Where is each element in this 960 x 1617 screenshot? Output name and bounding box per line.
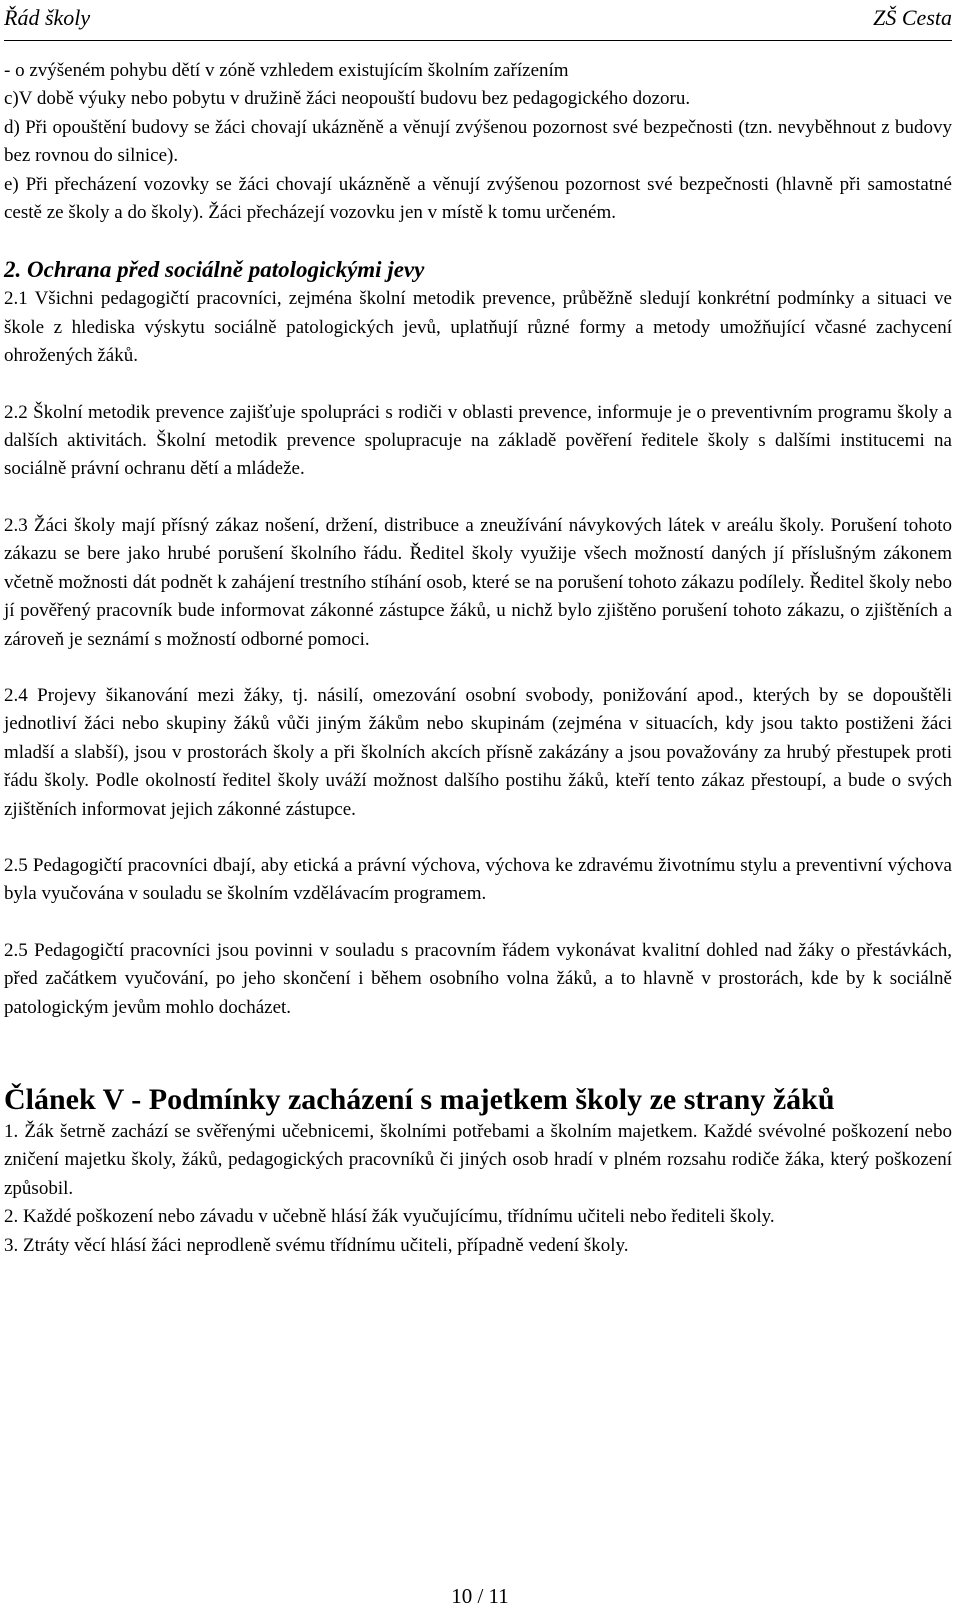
page-number: 10 / 11 [451, 1584, 509, 1608]
paragraph-2-1: 2.1 Všichni pedagogičtí pracovníci, zejména školní metodik prevence, průběžně sledují konkrétní podmínky a situaci ve škole z hlediska výskytu sociálně patologických jevů, uplatňují různé formy a metody umožňující včasné zachycení ohrožených žáků. [4, 288, 952, 367]
paragraph-article-1: 1. Žák šetrně zachází se svěřenými učebnicemi, školními potřebami a školním majetkem. Každé svévolné poškození nebo zničení majetku školy, žáků, pedagogických pracovníků či jiných osob hradí v plném rozsahu rodiče žáka, který poškození způsobil. [4, 1120, 952, 1199]
paragraph-zone-movement: - o zvýšeném pohybu dětí v zóně vzhledem existujícím školním zařízením [4, 60, 569, 81]
page-header [4, 0, 952, 36]
paragraph-2-2: 2.2 Školní metodik prevence zajišťuje spolupráci s rodiči v oblasti prevence, informuje je o preventivním programu školy a dalších aktivitách. Školní metodik prevence spolupracuje na základě pověření ředitele školy s dalšími institucemi na sociálně právní ochranu dětí a mládeže. [4, 401, 952, 480]
paragraph-e: e) Při přecházení vozovky se žáci chovají ukázněně a věnují zvýšenou pozornost své bezpečnosti (hlavně při samostatné cestě ze školy a do školy). Žáci přecházejí vozovku jen v místě k tomu určeném. [4, 173, 952, 224]
document-body [4, 57, 952, 1260]
header-divider [4, 40, 952, 41]
header-school-name: ZŠ Cesta [873, 5, 952, 30]
article-title-v: Článek V - Podmínky zacházení s majetkem školy ze strany žáků [4, 1082, 835, 1116]
paragraph-2-3: 2.3 Žáci školy mají přísný zákaz nošení, držení, distribuce a zneužívání návykových látek v areálu školy. Porušení tohoto zákazu se bere jako hrubé porušení školního řádu. Ředitel školy využije všech možností daných jí příslušným zákonem včetně možnosti dát podnět k zahájení trestního stíhání osob, které se na porušení tohoto zákazu podílely. Ředitel školy nebo jí pověřený pracovník bude informovat zákonné zástupce žáků, u nichž bylo zjištěno porušení tohoto zákazu, o zjištěních a zároveň je seznámí s možností odborné pomoci. [4, 514, 952, 650]
paragraph-article-2: 2. Každé poškození nebo závadu v učebně hlásí žák vyučujícímu, třídnímu učiteli nebo řediteli školy. [4, 1206, 775, 1228]
section-title-2: 2. Ochrana před sociálně patologickými jevy [4, 257, 425, 283]
paragraph-c: c)V době výuky nebo pobytu v družině žáci neopouští budovu bez pedagogického dozoru. [4, 88, 691, 110]
paragraph-2-5-a: 2.5 Pedagogičtí pracovníci dbají, aby etická a právní výchova, výchova ke zdravému životnímu stylu a preventivní výchova byla vyučována v souladu se školním vzdělávacím programem. [4, 854, 952, 905]
paragraph-2-5-b: 2.5 Pedagogičtí pracovníci jsou povinni v souladu s pracovním řádem vykonávat kvalitní dohled nad žáky o přestávkách, před začátkem vyučování, po jeho skončení i během osobního volna žáků, a to hlavně v prostorách, kde by k sociálně patologickým jevům mohlo docházet. [4, 939, 952, 1018]
paragraph-d: d) Při opouštění budovy se žáci chovají ukázněně a věnují zvýšenou pozornost své bezpečnosti (tzn. nevyběhnout z budovy bez rovnou do silnice). [4, 116, 952, 167]
paragraph-2-4: 2.4 Projevy šikanování mezi žáky, tj. násilí, omezování osobní svobody, ponižování apod., kterých by se dopouštěli jednotliví žáci nebo skupiny žáků vůči jiným žákům nebo skupinám (zejména v situacích, kdy jsou takto postiženi žáci mladší a slabší), jsou v prostorách školy a při školních akcích přísně zakázány a jsou považovány za hrubý přestupek proti řádu školy. Podle okolností ředitel školy uváží možnost dalšího postihu žáků, kteří tento zákaz přestoupí, a bude o svých zjištěních informovat jejich zákonné zástupce. [4, 684, 952, 820]
header-document-title: Řád školy [4, 5, 91, 30]
paragraph-article-3: 3. Ztráty věcí hlásí žáci neprodleně svému třídnímu učiteli, případně vedení školy. [4, 1234, 629, 1256]
